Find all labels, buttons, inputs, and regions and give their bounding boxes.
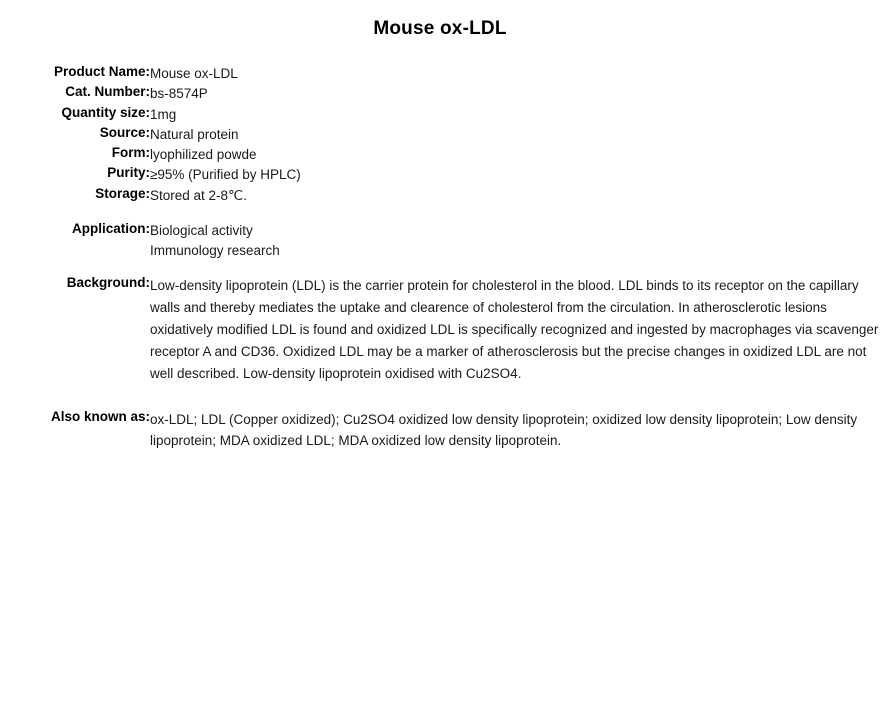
table-row [0,261,880,394]
field-line: Immunology research [150,243,280,258]
field-label-form: Form: [111,145,150,160]
field-value-product-name [150,64,880,84]
field-value-storage [150,186,880,206]
field-label-quantity-size: Quantity size: [61,104,150,120]
table-row [0,186,880,206]
field-line: Stored at 2-8℃. [150,187,247,203]
field-line: 1mg [150,106,177,122]
field-label-source: Source: [99,124,150,140]
field-label-application: Application: [72,220,150,236]
field-value-form [150,145,880,165]
product-spec-table [0,64,880,462]
field-label-background: Background: [66,275,150,291]
field-label-purity: Purity: [107,165,150,181]
table-row [0,125,880,145]
field-label-product-name: Product Name: [53,64,150,79]
table-row [0,165,880,185]
table-row [0,145,880,165]
field-value-cat-number [150,84,880,104]
field-line: Mouse ox-LDL [150,66,238,81]
field-paragraph: ox-LDL; LDL (Copper oxidized); Cu2SO4 oxidized low density lipoprotein; oxidized low density lipoprotein; Low density lipoprotein; MDA oxidized LDL; MDA oxidized low density lipoprotein. [150,411,858,449]
product-datasheet-page [0,18,880,709]
field-line: Natural protein [150,126,239,142]
field-line: lyophilized powde [150,147,257,162]
field-paragraph: Low-density lipoprotein (LDL) is the carrier protein for cholesterol in the blood. LDL binds to its receptor on the capillary walls and thereby mediates the uptake and clearence of cholesterol from the circulation. In atherosclerotic lesions oxidatively modified LDL is found and oxidized LDL is specifically recognized and ingested by macrophages via scavenger receptor A and CD36. Oxidized LDL may be a marker of atherosclerosis but the precise changes in oxidized LDL are not well described. Low-density lipoprotein oxidised with Cu2SO4. [150,278,879,381]
table-row [0,84,880,104]
field-value-background [150,261,880,394]
field-value-quantity-size [150,105,880,125]
field-label-cat-number: Cat. Number: [65,84,150,100]
field-value-also-known-as [150,395,880,463]
field-value-purity [150,165,880,185]
table-row [0,206,880,262]
field-label-storage: Storage: [95,185,150,201]
field-line: Biological activity [150,222,253,238]
field-label-also-known-as: Also known as: [50,408,150,424]
field-line: bs-8574P [150,86,208,102]
field-value-application [150,206,880,262]
field-value-source [150,125,880,145]
field-line: ≥95% (Purified by HPLC) [150,167,301,183]
page-title: Mouse ox-LDL [373,18,507,39]
table-row [0,395,880,463]
table-row [0,105,880,125]
table-row [0,64,880,84]
